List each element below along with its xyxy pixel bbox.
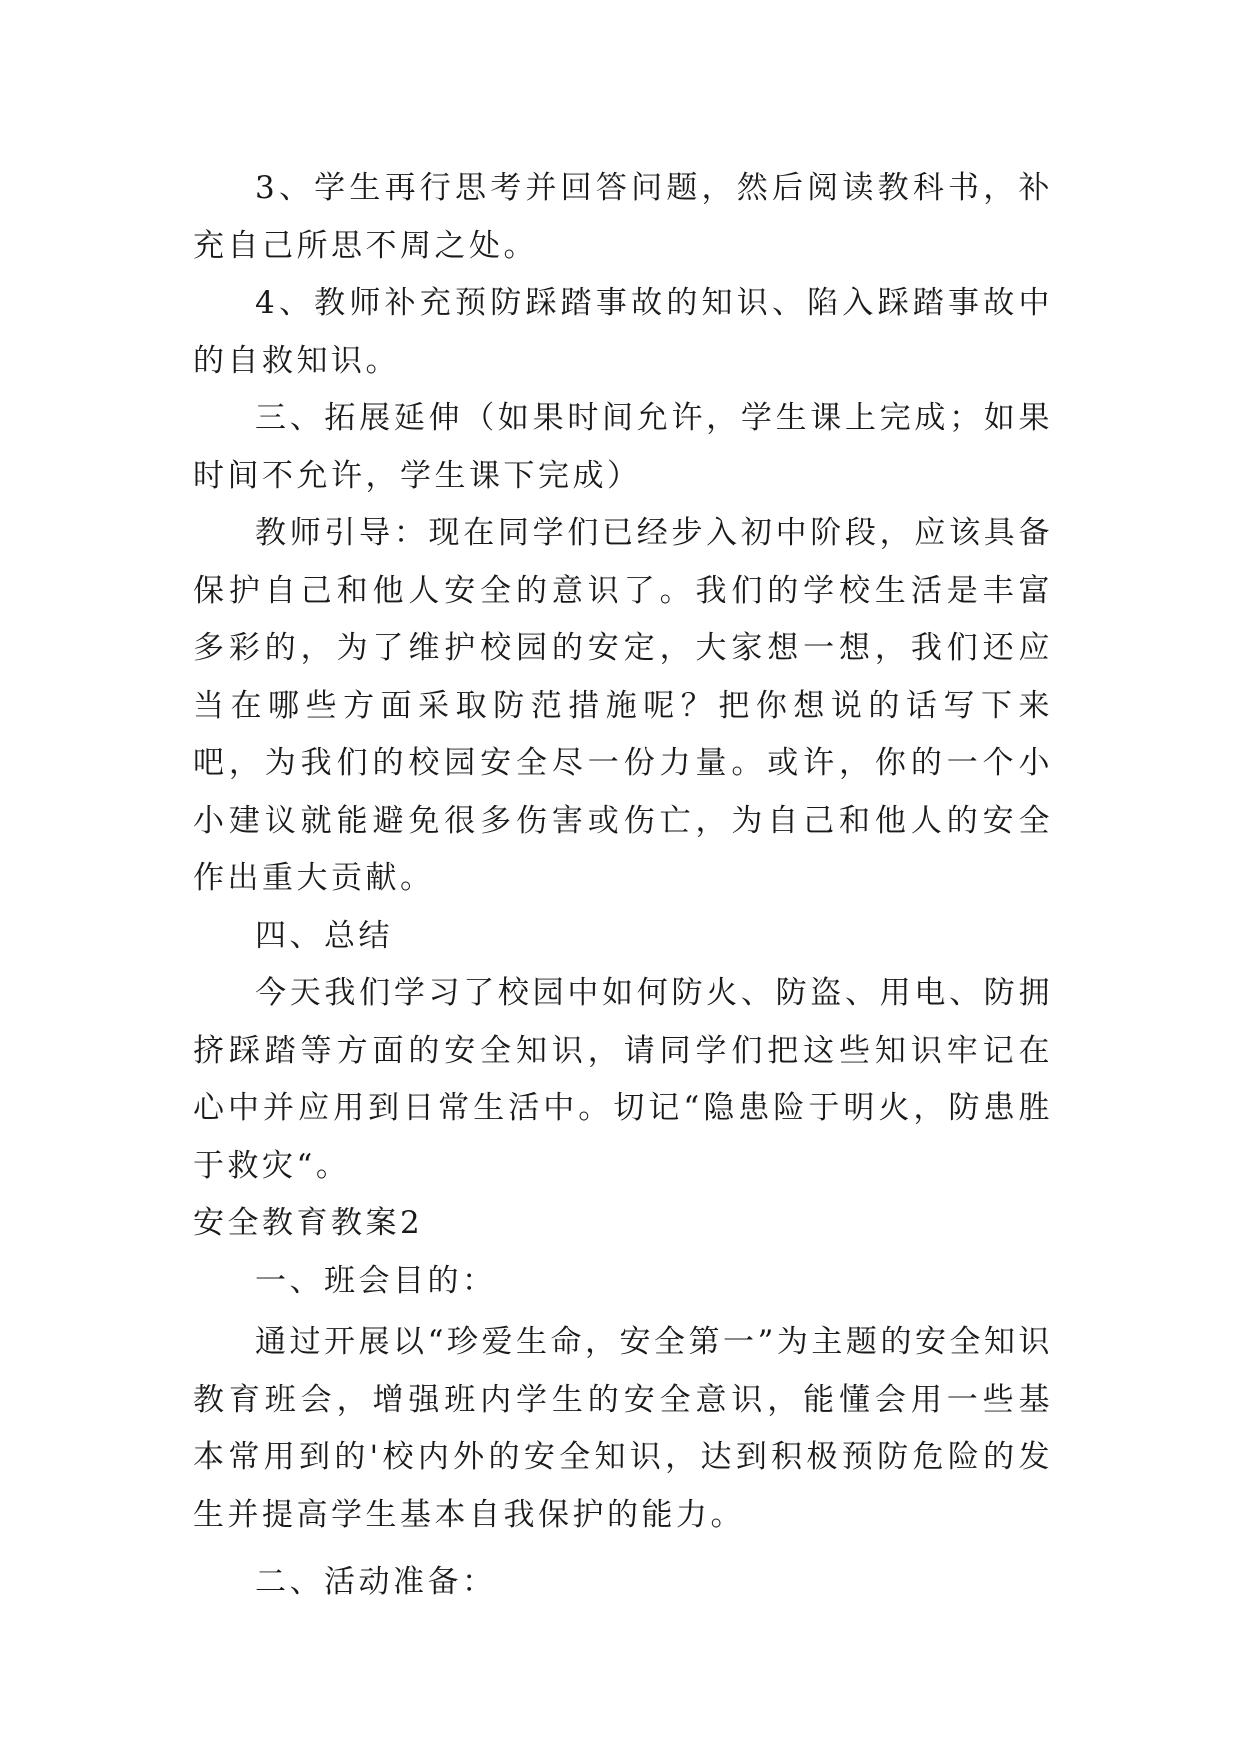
section-heading-summary: 四、总结 — [255, 917, 393, 954]
lesson-plan-title: 安全教育教案2 — [193, 1205, 424, 1241]
paragraph-teacher-guidance: 教师引导：现在同学们已经步入初中阶段，应该具备保护自己和他人安全的意识了。我们的学校生活是丰富多彩的，为了维护校园的安定，大家想一想，我们还应当在哪些方面采取防范措施呢？把你想说的话写下来吧，为我们的校园安全尽一份力量。或许，你的一个小小建议就能避免很多伤害或伤亡，为自己和他人的安全作出重大贡献。 — [193, 515, 1053, 896]
paragraph-step-3: 3、学生再行思考并回答问题，然后阅读教科书，补充自己所思不周之处。 — [193, 170, 1053, 264]
section-heading-extension: 三、拓展延伸（如果时间允许，学生课上完成；如果时间不允许，学生课下完成） — [193, 400, 1053, 494]
paragraph-summary: 今天我们学习了校园中如何防火、防盗、用电、防拥挤踩踏等方面的安全知识，请同学们把这些知识牢记在心中并应用到日常生活中。切记“隐患险于明火，防患胜于救灾“。 — [193, 975, 1053, 1184]
section-heading-purpose: 一、班会目的： — [255, 1262, 497, 1299]
paragraph-step-4: 4、教师补充预防踩踏事故的知识、陷入踩踏事故中的自救知识。 — [193, 285, 1053, 379]
document-body — [193, 160, 1053, 1612]
section-heading-preparation: 二、活动准备： — [255, 1564, 497, 1600]
paragraph-purpose: 通过开展以“珍爱生命，安全第一”为主题的安全知识教育班会，增强班内学生的安全意识，能懂会用一些基本常用到的'校内外的安全知识，达到积极预防危险的发生并提高学生基本自我保护的能力。 — [193, 1324, 1053, 1533]
